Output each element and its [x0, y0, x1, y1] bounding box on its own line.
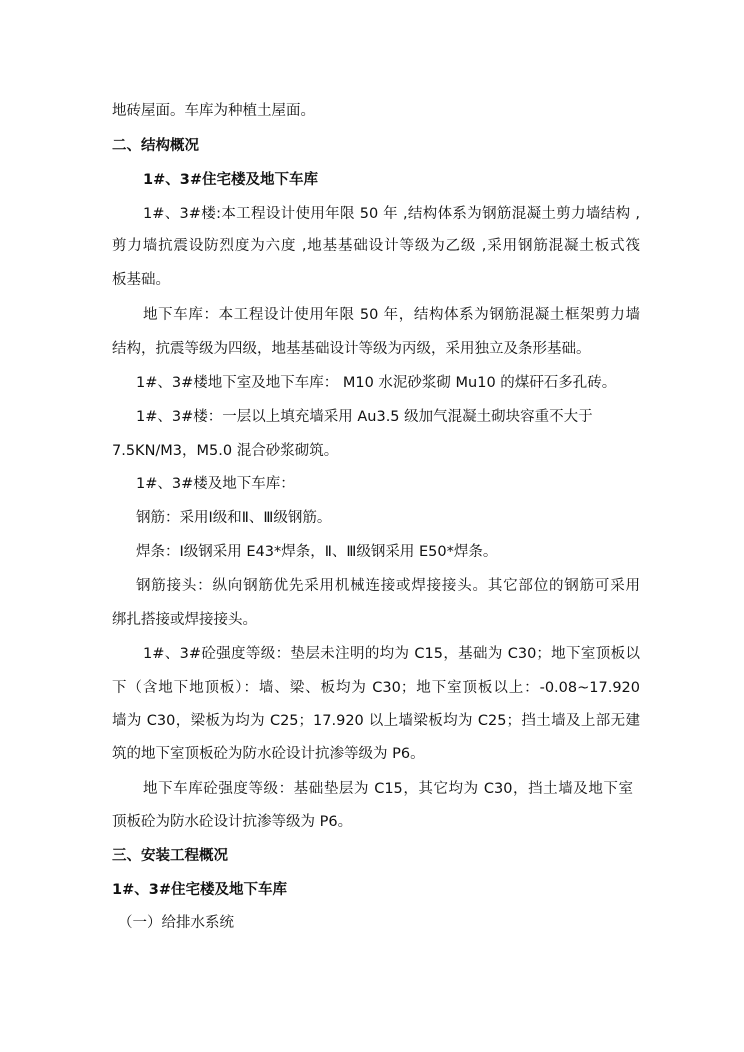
- paragraph-line: 结构，抗震等级为四级，地基基础设计等级为丙级，采用独立及条形基础。: [112, 341, 591, 357]
- paragraph-line: 地下车库：本工程设计使用年限 50 年，结构体系为钢筋混凝土框架剪力墙: [143, 307, 640, 323]
- subsection-heading: 1#、3#住宅楼及地下车库: [112, 882, 287, 898]
- paragraph-line: 1#、3#楼：一层以上填充墙采用 Au3.5 级加气混凝土砌块容重不大于: [136, 409, 593, 425]
- paragraph-line: 地下车库砼强度等级：基础垫层为 C15，其它均为 C30，挡土墙及地下室: [143, 781, 633, 797]
- paragraph-line: 1#、3#楼:本工程设计使用年限 50 年 ,结构体系为钢筋混凝土剪力墙结构 ,: [143, 206, 640, 222]
- subsection-heading: 1#、3#住宅楼及地下车库: [143, 172, 318, 188]
- paragraph-line: 剪力墙抗震设防烈度为六度 ,地基基础设计等级为乙级 ,采用钢筋混凝土板式筏: [112, 238, 640, 254]
- subsection-heading-water-system: （一）给排水系统: [118, 915, 234, 931]
- paragraph-line: 墙为 C30，梁板为均为 C25；17.920 以上墙梁板均为 C25；挡土墙及上部无建: [112, 713, 640, 729]
- paragraph-line: 1#、3#砼强度等级：垫层未注明的均为 C15，基础为 C30；地下室顶板以: [143, 646, 640, 662]
- paragraph-line: 1#、3#楼地下室及地下车库： M10 水泥砂浆砌 Mu10 的煤矸石多孔砖。: [136, 375, 617, 391]
- paragraph-line: 板基础。: [112, 272, 170, 288]
- paragraph-line: 绑扎搭接或焊接接头。: [112, 612, 257, 628]
- paragraph-line: 7.5KN/M3，M5.0 混合砂浆砌筑。: [112, 443, 339, 459]
- paragraph-line: 下（含地下地顶板）：墙、梁、板均为 C30；地下室顶板以上：-0.08~17.920: [112, 680, 640, 696]
- section-heading-structure: 二、结构概况: [112, 138, 199, 154]
- paragraph-line: 焊条：Ⅰ级钢采用 E43*焊条，Ⅱ、Ⅲ级钢采用 E50*焊条。: [136, 544, 498, 560]
- paragraph-line: 顶板砼为防水砼设计抗渗等级为 P6。: [112, 814, 353, 830]
- paragraph-line: 筑的地下室顶板砼为防水砼设计抗渗等级为 P6。: [112, 746, 425, 762]
- section-heading-installation: 三、安装工程概况: [112, 848, 228, 864]
- paragraph-line: 钢筋接头：纵向钢筋优先采用机械连接或焊接接头。其它部位的钢筋可采用: [136, 578, 640, 594]
- paragraph-line: 钢筋：采用Ⅰ级和Ⅱ、Ⅲ级钢筋。: [136, 510, 332, 526]
- paragraph-line: 1#、3#楼及地下车库：: [136, 476, 295, 492]
- paragraph-line: 地砖屋面。车库为种植土屋面。: [112, 103, 315, 119]
